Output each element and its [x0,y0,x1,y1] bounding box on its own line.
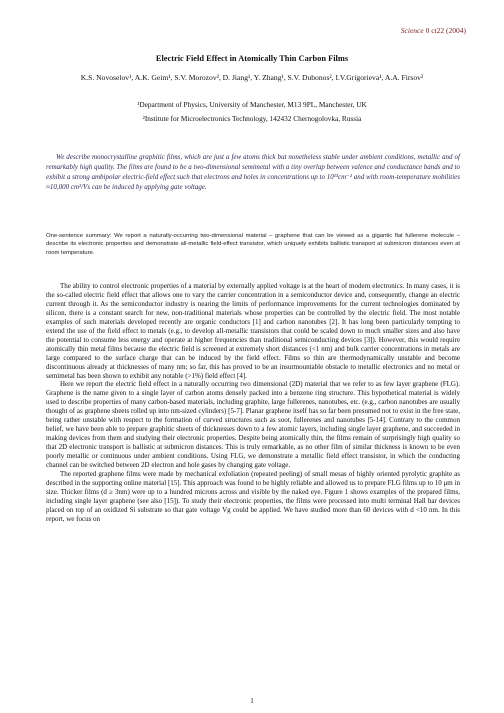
journal-reference [401,26,466,35]
journal-date: 0 ct22 (2004) [425,26,466,35]
abstract-text: We describe monocrystalline graphitic films, which are just a few atoms thick but nonetheless stable under ambient conditions, metallic and of remarkably high quality. The films are found to be a two-dimensional semimetal with a tiny overlap between valence and conductance bands and to exhibit a strong ambipolar electric-field effect such that electrons and holes in concentrations up to 10¹³cm⁻² and with room-temperature mobilities ≈10,000 cm²/Vs can be induced by applying gate voltage. [46,153,460,191]
abstract [46,153,460,193]
affiliation-1: ¹Department of Physics, University of Manchester, M13 9PL, Manchester, UK [137,100,367,109]
paper-title: Electric Field Effect in Atomically Thin Carbon Films [155,54,349,63]
paragraph-3: The reported graphene films were made by mechanical exfoliation (repeated peeling) of small mesas of highly oriented pyrolytic graphite as described in the supporting online material [15]. This approach was found to be highly reliable and allowed us to prepare FLG films up to 10 μm in size. Thicker films (d ≥ 3nm) were up to a hundred microns across and visible by the naked eye. Figure 1 shows examples of the prepared films, including single layer graphene (see also [15]). To study their electronic properties, the films were processed into multi terminal Hall bar devices placed on top of an oxidized Si substrate so that gate voltage Vg could be applied. We have studied more than 60 devices with d <10 nm. In this report, we focus on [46,470,460,523]
paragraph-1: The ability to control electronic properties of a material by externally applied voltage is at the heart of modern electronics. In many cases, it is the so-called electric field effect that allows one to vary the carrier concentration in a semiconductor device and, consequently, change an electric current through it. As the semiconductor industry is nearing the limits of performance improvements for the current technologies dominated by silicon, there is a constant search for new, non-traditional materials whose properties can be controlled by the electric field. The most notable examples of such materials developed recently are organic conductors [1] and carbon nanotubes [2]. It has long been particularly tempting to extend the use of the field effect to metals (e.g., to develop all-metallic transistors that could be scaled down to much smaller sizes and also have the potential to consume less energy and operate at higher frequencies than traditional semiconducting devices [3]). However, this would require atomically thin metal films because the electric field is screened at extremely short distances (<1 nm) and bulk carrier concentrations in metals are large compared to the surface charge that can be induced by the field effect. Films so thin are thermodynamically unstable and become discontinuous already at thicknesses of many nm; so far, this has proved to be an insurmountable obstacle to metallic electronics and no metal or semimetal has been shown to exhibit any notable (>1%) field effect [4]. [46,282,460,380]
paragraph-2: Here we report the electric field effect in a naturally occurring two dimensional (2D) material that we refer to as few layer graphene (FLG). Graphene is the name given to a single layer of carbon atoms densely packed into a benzene ring structure. This hypothetical material is widely used to describe properties of many carbon-based materials, including graphite, large fullerenes, nanotubes, etc. (e.g., carbon nanotubes are usually thought of as graphene sheets rolled up into nm-sized cylinders) [5-7]. Planar graphene itself has so far been presumed not to exist in the free state, being rather unstable with respect to the formation of curved structures such as soot, fullerenes and nanotubes [5-14]. Contrary to the common belief, we have been able to prepare graphitic sheets of thicknesses down to a few atomic layers, including single layer graphene, and succeeded in making devices from them and studying their electronic properties. Despite being atomically thin, the films remain of surprisingly high quality so that 2D electronic transport is ballistic at submicron distances. This is truly remarkable, as no other film of similar thickness is known to be even poorly metallic or continuous under ambient conditions. Using FLG, we demonstrate a metallic field effect transistor, in which the conducting channel can be switched between 2D electron and hole gases by changing gate voltage. [46,380,460,470]
journal-name: Science [400,26,424,35]
author-list: K.S. Novoselov¹, A.K. Geim¹, S.V. Morozov², D. Jiang¹, Y. Zhang¹, S.V. Dubonos², I.V.Grigorieva¹, A.A. Firsov² [80,73,424,82]
page-number: 1 [250,697,254,705]
body-text [46,282,460,524]
affiliation-2: ²Institute for Microelectronics Technology, 142432 Chernogolovka, Russia [142,114,362,123]
one-sentence-summary: One-sentence summary: We report a naturally-occurring two-dimensional material – graphene that can be viewed as a gigantic flat fullerene molecule – describe its electronic properties and demonstrate all-metallic field-effect transistor, which uniquely exhibits ballistic transport at submicron distances even at room temperature. [46,233,460,256]
